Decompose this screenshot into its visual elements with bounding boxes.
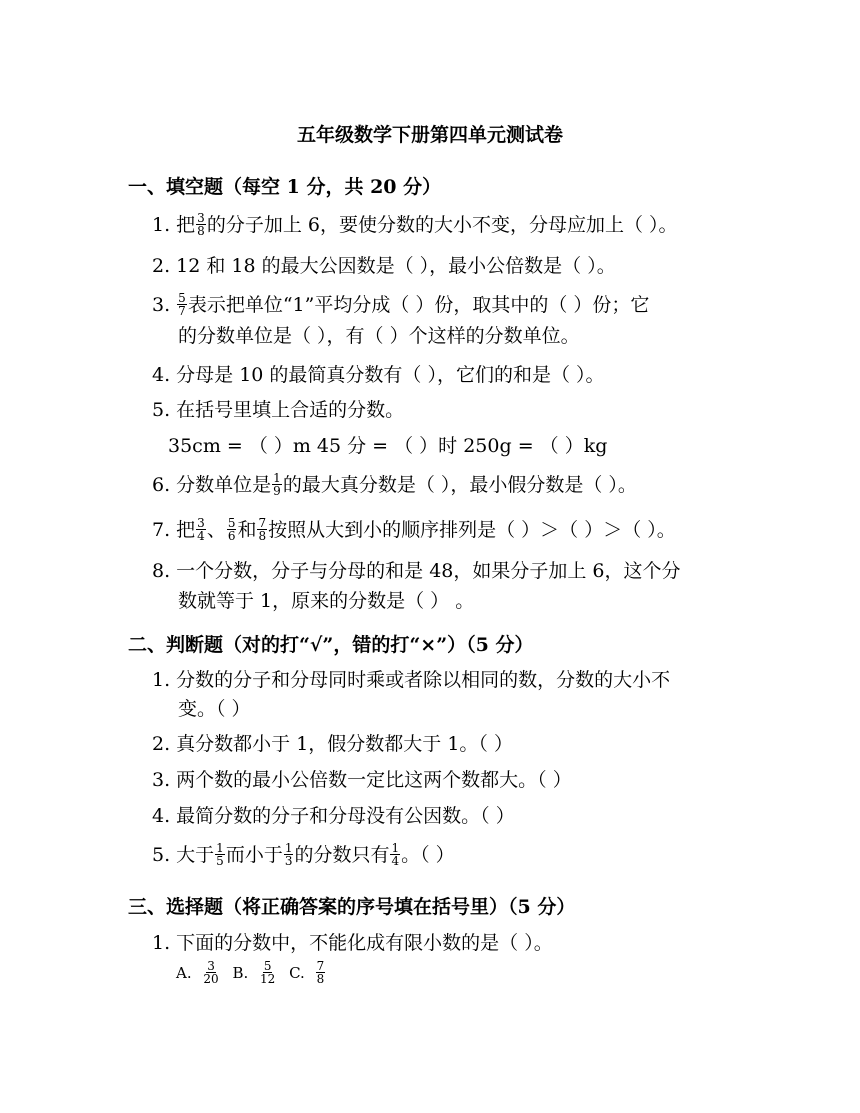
s3-question-1: 1. 下面的分数中，不能化成有限小数的是（ ）。 — [152, 932, 553, 954]
s1-question-3 — [152, 292, 649, 319]
q5-mid: 而小于 — [225, 844, 283, 866]
q1-pre: 1. 把 — [152, 214, 196, 236]
page-title: 五年级数学下册第四单元测试卷 — [296, 124, 563, 146]
option-b-label: B. — [232, 964, 249, 982]
s2-question-2: 2. 真分数都小于 1，假分数都大于 1。（ ） — [152, 733, 513, 755]
numerator: 5 — [227, 515, 236, 530]
denominator: 7 — [178, 303, 186, 318]
denominator: 12 — [260, 971, 276, 986]
fraction — [202, 960, 219, 985]
s1-question-5: 5. 在括号里填上合适的分数。 — [152, 399, 405, 421]
fraction — [316, 960, 326, 985]
q1-post: 的分子加上 6，要使分数的大小不变，分母应加上（ ）。 — [206, 214, 678, 236]
denominator: 5 — [216, 853, 224, 868]
denominator: 8 — [316, 971, 325, 986]
denominator: 8 — [197, 223, 205, 238]
s1-question-4: 4. 分母是 10 的最简真分数有（ ），它们的和是（ ）。 — [152, 364, 605, 386]
s1-question-6 — [152, 472, 637, 499]
numerator: 7 — [316, 958, 325, 973]
q7-pre: 7. 把 — [152, 519, 196, 541]
denominator: 8 — [258, 528, 267, 543]
s2-question-5 — [152, 842, 455, 869]
denominator: 20 — [203, 971, 219, 986]
q6-pre: 6. 分数单位是 — [152, 474, 272, 496]
fraction — [177, 292, 187, 317]
s1-question-1 — [152, 212, 677, 239]
option-a-label: A. — [176, 964, 192, 982]
s2-question-1-line2: 变。（ ） — [178, 698, 251, 720]
s2-question-3: 3. 两个数的最小公倍数一定比这两个数都大。（ ） — [152, 769, 572, 791]
denominator: 6 — [227, 528, 236, 543]
s1-question-8-line2: 数就等于 1，原来的分数是（ ） 。 — [178, 590, 475, 612]
option-c-label: C. — [289, 964, 305, 982]
fraction — [227, 517, 237, 542]
fraction — [284, 842, 294, 867]
fraction — [215, 842, 225, 867]
numerator: 3 — [207, 958, 215, 973]
q5-pre: 5. 大于 — [152, 844, 215, 866]
denominator: 4 — [391, 853, 400, 868]
q3-post: 表示把单位“1”平均分成（ ）份，取其中的（ ）份；它 — [187, 294, 650, 316]
numerator: 3 — [197, 515, 205, 530]
numerator: 1 — [273, 470, 281, 485]
q6-post: 的最大真分数是（ ），最小假分数是（ ）。 — [282, 474, 637, 496]
fraction — [272, 472, 282, 497]
s3-question-1-options — [176, 960, 333, 987]
fraction — [259, 960, 276, 985]
section3-heading: 三、选择题（将正确答案的序号填在括号里）（5 分） — [128, 896, 576, 918]
s1-question-3-line2: 的分数单位是（ ），有（ ）个这样的分数单位。 — [178, 325, 580, 347]
s1-question-7 — [152, 517, 676, 544]
numerator: 3 — [197, 210, 205, 225]
denominator: 9 — [273, 483, 281, 498]
section2-heading: 二、判断题（对的打“√”，错的打“×”）（5 分） — [128, 634, 534, 656]
q7-post: 按照从大到小的顺序排列是（ ）＞（ ）＞（ ）。 — [268, 519, 676, 541]
q5-post: 。（ ） — [401, 844, 455, 866]
q5-mid2: 的分数只有 — [294, 844, 390, 866]
fraction — [257, 517, 267, 542]
numerator: 5 — [178, 290, 186, 305]
conjunction: 和 — [237, 519, 257, 541]
s1-question-8: 8. 一个分数，分子与分母的和是 48，如果分子加上 6，这个分 — [152, 560, 681, 582]
section1-heading: 一、填空题（每空 1 分，共 20 分） — [128, 176, 442, 198]
fraction — [390, 842, 400, 867]
s1-question-5-blanks: 35cm = （ ）m 45 分 = （ ）时 250g = （ ）kg — [168, 435, 608, 457]
numerator: 1 — [284, 840, 293, 855]
fraction — [196, 517, 206, 542]
q3-pre: 3. — [152, 294, 177, 316]
s2-question-1: 1. 分数的分子和分母同时乘或者除以相同的数，分数的大小不 — [152, 669, 671, 691]
numerator: 1 — [391, 840, 400, 855]
s1-question-2: 2. 12 和 18 的最大公因数是（ ），最小公倍数是（ ）。 — [152, 255, 616, 277]
numerator: 1 — [216, 840, 224, 855]
numerator: 5 — [263, 958, 272, 973]
numerator: 7 — [258, 515, 267, 530]
s2-question-4: 4. 最简分数的分子和分母没有公因数。（ ） — [152, 805, 515, 827]
separator: 、 — [206, 519, 226, 541]
denominator: 4 — [197, 528, 205, 543]
denominator: 3 — [284, 853, 293, 868]
fraction — [196, 212, 206, 237]
